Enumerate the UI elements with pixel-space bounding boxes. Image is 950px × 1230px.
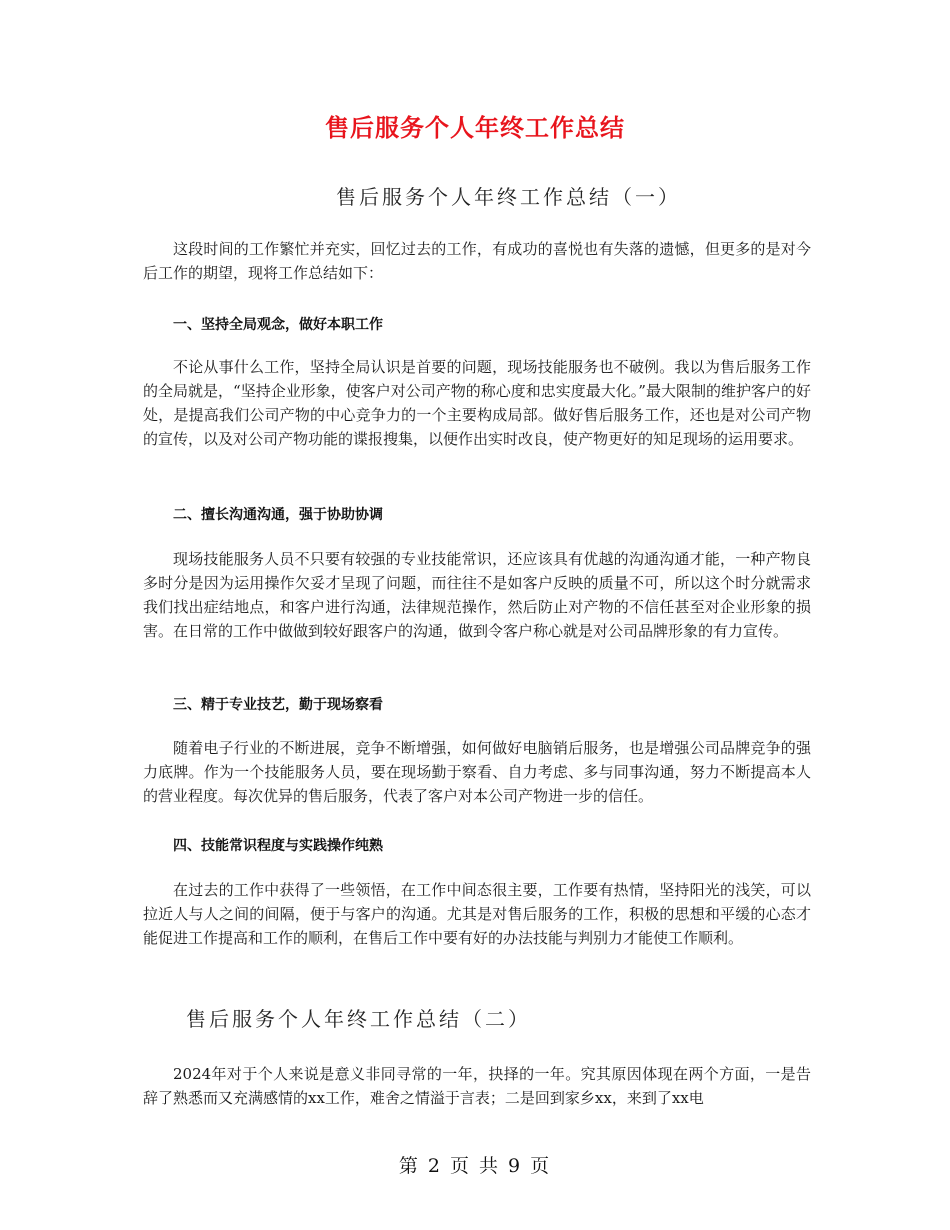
point-heading-3: 三、精于专业技艺，勤于现场察看 [173, 697, 383, 713]
section-two-intro: 2024年对于个人来说是意义非同寻常的一年，抉择的一年。究其原因体现在两个方面，一是告辞了熟悉而又充满感情的xx工作，难舍之情溢于言表；二是回到家乡xx，来到了xx电 [143, 1065, 811, 1107]
point-body-1: 不论从事什么工作，坚持全局认识是首要的问题，现场技能服务也不破例。我以为售后服务工作的全局就是，“坚持企业形象，使客户对公司产物的称心度和忠实度最大化。”最大限制的维护客户的好处，是提高我们公司产物的中心竞争力的一个主要构成局部。做好售后服务工作，还也是对公司产物的宣传，以及对公司产物功能的谍报搜集，以便作出实时改良，使产物更好的知足现场的运用要求。 [143, 358, 811, 448]
intro-paragraph: 这段时间的工作繁忙并充实，回忆过去的工作，有成功的喜悦也有失落的遗憾，但更多的是对今后工作的期望，现将工作总结如下： [143, 240, 811, 282]
point-heading-4: 四、技能常识程度与实践操作纯熟 [173, 838, 383, 854]
point-body-4: 在过去的工作中获得了一些领悟，在工作中间态很主要，工作要有热情，坚持阳光的浅笑，可以拉近人与人之间的间隔，便于与客户的沟通。尤其是对售后服务的工作，积极的思想和平缓的心态才能促进工作提高和工作的顺利，在售后工作中要有好的办法技能与判别力才能使工作顺利。 [143, 881, 811, 947]
section-one-title: 售后服务个人年终工作总结（一） [336, 185, 681, 209]
document-title: 售后服务个人年终工作总结 [325, 114, 625, 142]
point-body-2: 现场技能服务人员不只要有较强的专业技能常识，还应该具有优越的沟通沟通才能，一种产物良多时分是因为运用操作欠妥才呈现了问题，而往往不是如客户反映的质量不可，所以这个时分就需求我们找出症结地点，和客户进行沟通，法律规范操作，然后防止对产物的不信任甚至对企业形象的损害。在日常的工作中做做到较好跟客户的沟通，做到令客户称心就是对公司品牌形象的有力宣传。 [143, 550, 811, 640]
page-number-footer: 第 2 页 共 9 页 [398, 1155, 552, 1177]
point-heading-1: 一、坚持全局观念，做好本职工作 [173, 317, 383, 333]
point-body-3: 随着电子行业的不断进展，竞争不断增强，如何做好电脑销后服务，也是增强公司品牌竞争的强力底牌。作为一个技能服务人员，要在现场勤于察看、自力考虑、多与同事沟通，努力不断提高本人的营业程度。每次优异的售后服务，代表了客户对本公司产物进一步的信任。 [143, 739, 811, 805]
point-heading-2: 二、擅长沟通沟通，强于协助协调 [173, 507, 383, 523]
section-two-title: 售后服务个人年终工作总结（二） [186, 1007, 531, 1031]
